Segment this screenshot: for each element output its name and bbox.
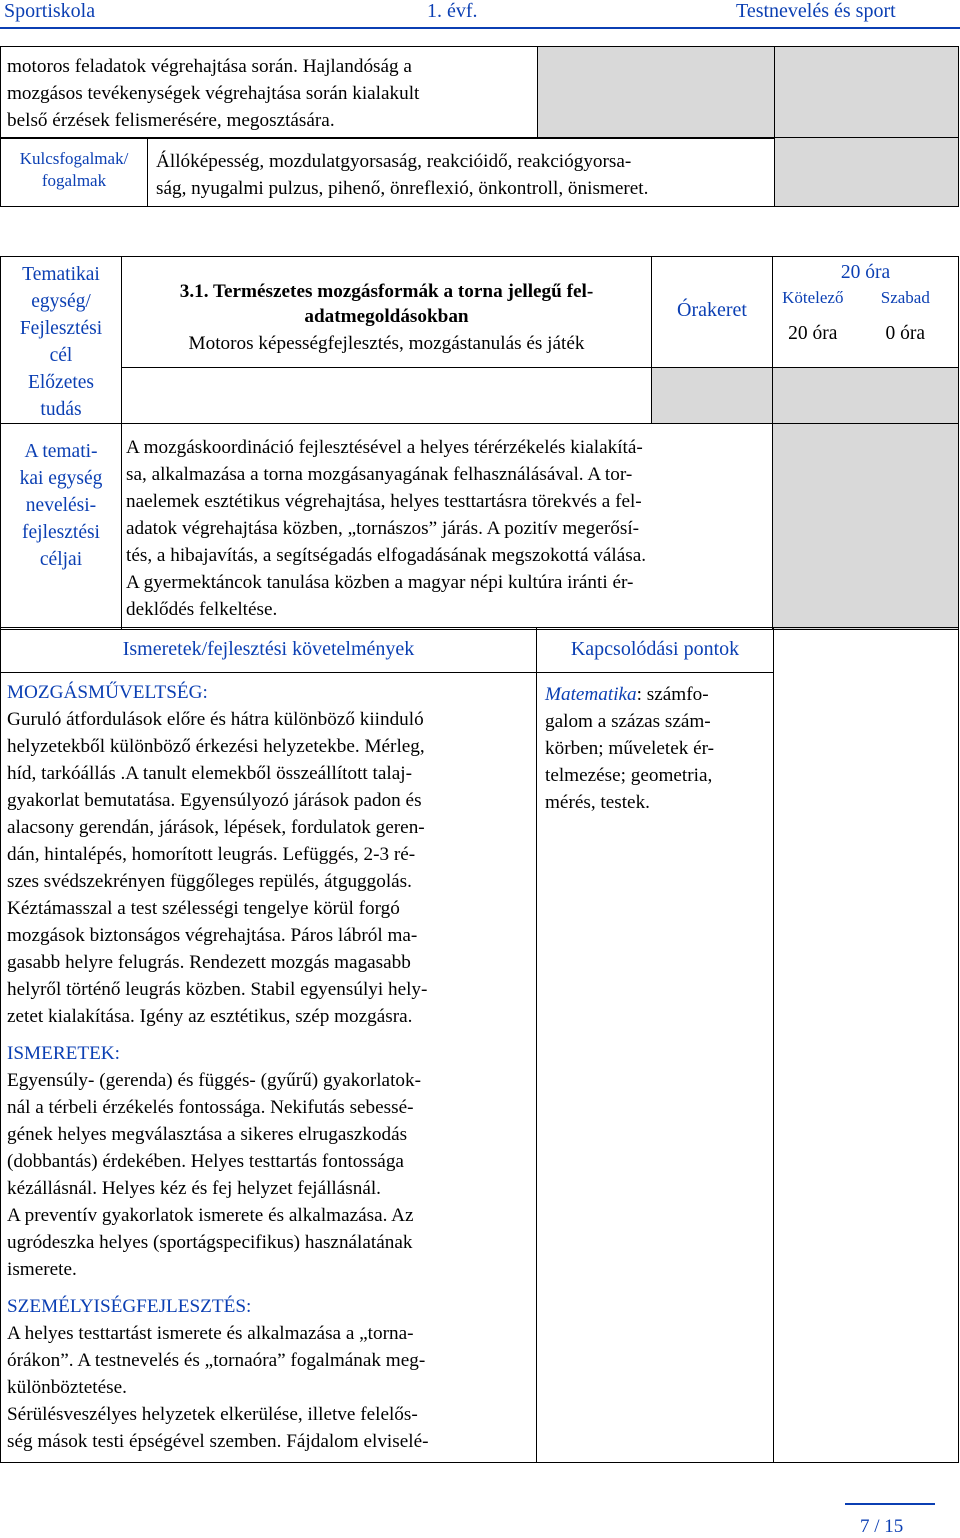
- goals-line: sa, alkalmazása a torna mozgásanyagának felhasználásával. A tor-: [126, 464, 633, 485]
- unit-subtitle: Motoros képességfejlesztés, mozgástanulás és játék: [188, 333, 585, 354]
- goals-label: kai egység: [19, 468, 103, 489]
- goals-label: céljai: [39, 549, 83, 570]
- requirements-table: [0, 627, 959, 1463]
- requirement-line: órákon”. A testnevelés és „tornaóra” fogalmának meg-: [7, 1350, 426, 1371]
- requirement-line: gének helyes megválasztása a sikeres elrugaszkodás: [7, 1124, 408, 1145]
- requirements-header-cell: [1, 628, 537, 673]
- requirement-line: különböztetése.: [7, 1377, 127, 1398]
- key-concepts-line: Állóképesség, mozdulatgyorsaság, reakcióidő, reakciógyorsa-: [156, 151, 632, 172]
- unit-table: [0, 256, 959, 630]
- page-number: 7 / 15: [860, 1516, 904, 1537]
- header-subject: Testnevelés és sport: [736, 0, 896, 22]
- links-header-cell: [537, 628, 774, 673]
- carry-gray-cell: [538, 47, 775, 139]
- requirement-line: nál a térbeli érzékelés fontossága. Nekifutás sebessé-: [7, 1097, 414, 1118]
- requirement-line: gasabb helyre felugrás. Rendezett mozgás magasabb: [7, 952, 411, 973]
- links-line: [545, 681, 769, 708]
- key-concepts-text-cell: [148, 138, 775, 207]
- requirement-line: A helyes testtartást ismerete és alkalmazása a „torna-: [7, 1323, 414, 1344]
- requirement-line: helyzetekből különböző érkezési helyzetekbe. Mérleg,: [7, 736, 425, 757]
- orakeret-label: Órakeret: [677, 299, 747, 321]
- unit-label: Tematikai: [22, 264, 100, 285]
- requirement-line: A preventív gyakorlatok ismerete és alkalmazása. Az: [7, 1205, 414, 1226]
- unit-title-cell: [122, 257, 652, 368]
- requirement-line: Egyensúly- (gerenda) és függés- (gyűrű) gyakorlatok-: [7, 1070, 421, 1091]
- goals-line: A gyermektáncok tanulása közben a magyar népi kultúra iránti ér-: [126, 572, 634, 593]
- requirement-line: mozgások biztonságos végrehajtása. Páros lábról ma-: [7, 925, 418, 946]
- unit-label-cell: [1, 257, 122, 424]
- header-rule: [0, 27, 960, 29]
- goals-gray-cell: [773, 424, 959, 630]
- section-heading: SZEMÉLYISÉGFEJLESZTÉS:: [7, 1296, 252, 1317]
- links-line: galom a százas szám-: [545, 711, 711, 732]
- links-body-cell: [537, 673, 774, 1463]
- requirement-line: dán, hintalépés, homorított leugrás. Lefüggés, 2-3 ré-: [7, 844, 416, 865]
- requirement-line: (dobbantás) érdekében. Helyes testtartás fontossága: [7, 1151, 404, 1172]
- goals-text-cell: [122, 424, 773, 630]
- requirement-line: kézállásnál. Helyes kéz és fej helyzet fejállásnál.: [7, 1178, 381, 1199]
- key-concepts-row: [0, 137, 959, 207]
- links-line: telmezése; geometria,: [545, 765, 713, 786]
- requirement-line: ismerete.: [7, 1259, 77, 1280]
- carry-line: mozgásos tevékenységek végrehajtása során kialakult: [7, 83, 420, 104]
- links-text: : számfo-: [636, 684, 709, 705]
- carry-line: motoros feladatok végrehajtása során. Hajlandóság a: [7, 56, 412, 77]
- section-heading: MOZGÁSMŰVELTSÉG:: [7, 682, 208, 703]
- requirement-line: ség mások testi épségével szemben. Fájdalom elviselé-: [7, 1431, 429, 1452]
- section-motor-skills: [7, 706, 530, 1030]
- section-heading: ISMERETEK:: [7, 1043, 120, 1064]
- unit-label: Fejlesztési: [19, 318, 103, 339]
- section-personality: [7, 1320, 530, 1455]
- carry-over-cell: [1, 47, 538, 139]
- free-label: Szabad: [880, 288, 930, 307]
- prior-label: tudás: [40, 399, 82, 420]
- unit-label: egység/: [31, 291, 91, 312]
- carry-line: belső érzések felismerésére, megosztására.: [7, 110, 335, 131]
- requirement-line: zetet kialakítása. Igény az esztétikus, szép mozgásra.: [7, 1006, 413, 1027]
- mandatory-label: Kötelező: [782, 288, 844, 307]
- key-concepts-label: fogalmak: [41, 171, 107, 190]
- prior-gray-cell: [652, 368, 773, 424]
- orakeret-cell: [652, 257, 773, 368]
- unit-label: cél: [49, 345, 73, 366]
- links-header: Kapcsolódási pontok: [570, 638, 740, 660]
- requirements-body-cell: [1, 673, 537, 1463]
- goals-line: A mozgáskoordináció fejlesztésével a helyes térérzékelés kialakítá-: [126, 437, 643, 458]
- goals-label: fejlesztési: [22, 522, 100, 543]
- requirement-line: Guruló átfordulások előre és hátra különböző kiinduló: [7, 709, 424, 730]
- requirement-line: alacsony gerendán, járások, lépések, fordulatok geren-: [7, 817, 425, 838]
- requirement-line: Sérülésveszélyes helyzetek elkerülése, illetve felelős-: [7, 1404, 418, 1425]
- goals-line: naelemek esztétikus végrehajtása, helyes testtartásra törekvés a fel-: [126, 491, 642, 512]
- header-school: Sportiskola: [4, 0, 96, 22]
- carry-gray-cell: [775, 47, 959, 139]
- footer-rule: [845, 1503, 935, 1505]
- goals-label-cell: [1, 424, 122, 630]
- requirements-right-cell: [774, 628, 959, 1463]
- key-concepts-line: ság, nyugalmi pulzus, pihenő, önreflexió, önkontroll, önismeret.: [156, 178, 649, 199]
- hours-total: 20 óra: [840, 262, 891, 283]
- goals-label: nevelési-: [25, 495, 97, 516]
- links-subject: Matematika: [545, 684, 637, 705]
- links-line: körben; műveletek ér-: [545, 738, 715, 759]
- unit-title: adatmegoldásokban: [304, 306, 469, 327]
- key-concepts-gray-cell: [775, 138, 959, 207]
- hours-cell: [773, 257, 959, 368]
- prior-gray-cell: [773, 368, 959, 424]
- goals-line: tés, a hibajavítás, a segítségadás elfogadásának megszokottá válása.: [126, 545, 647, 566]
- key-concepts-table: [0, 46, 959, 139]
- requirement-line: ugródeszka helyes (sportágspecifikus) használatának: [7, 1232, 413, 1253]
- section-knowledge: [7, 1067, 530, 1283]
- requirement-line: híd, tarkóállás .A tanult elemekből összeállított talaj-: [7, 763, 412, 784]
- prior-label: Előzetes: [27, 372, 95, 393]
- requirement-line: helyről történő leugrás közben. Stabil egyensúlyi hely-: [7, 979, 428, 1000]
- free-hours: 0 óra: [885, 323, 926, 344]
- requirement-line: Kéztámasszal a test szélességi tengelye körül forgó: [7, 898, 400, 919]
- requirements-header: Ismeretek/fejlesztési követelmények: [122, 638, 415, 660]
- goals-line: adatok végrehajtása közben, „tornászos” járás. A pozitív megerősí-: [126, 518, 640, 539]
- requirement-line: szes svédszekrényen függőleges repülés, átguggolás.: [7, 871, 412, 892]
- goals-label: A temati-: [24, 441, 98, 462]
- key-concepts-label: Kulcsfogalmak/: [19, 149, 129, 168]
- key-concepts-label-cell: [1, 138, 148, 207]
- links-line: mérés, testek.: [545, 792, 650, 813]
- header-grade: 1. évf.: [427, 0, 478, 22]
- goals-line: deklődés felkeltése.: [126, 599, 278, 620]
- unit-title: 3.1. Természetes mozgásformák a torna jellegű fel-: [179, 281, 594, 302]
- requirement-line: gyakorlat bemutatása. Egyensúlyozó járások padon és: [7, 790, 422, 811]
- prior-text-cell: [122, 368, 652, 424]
- mandatory-hours: 20 óra: [788, 323, 838, 344]
